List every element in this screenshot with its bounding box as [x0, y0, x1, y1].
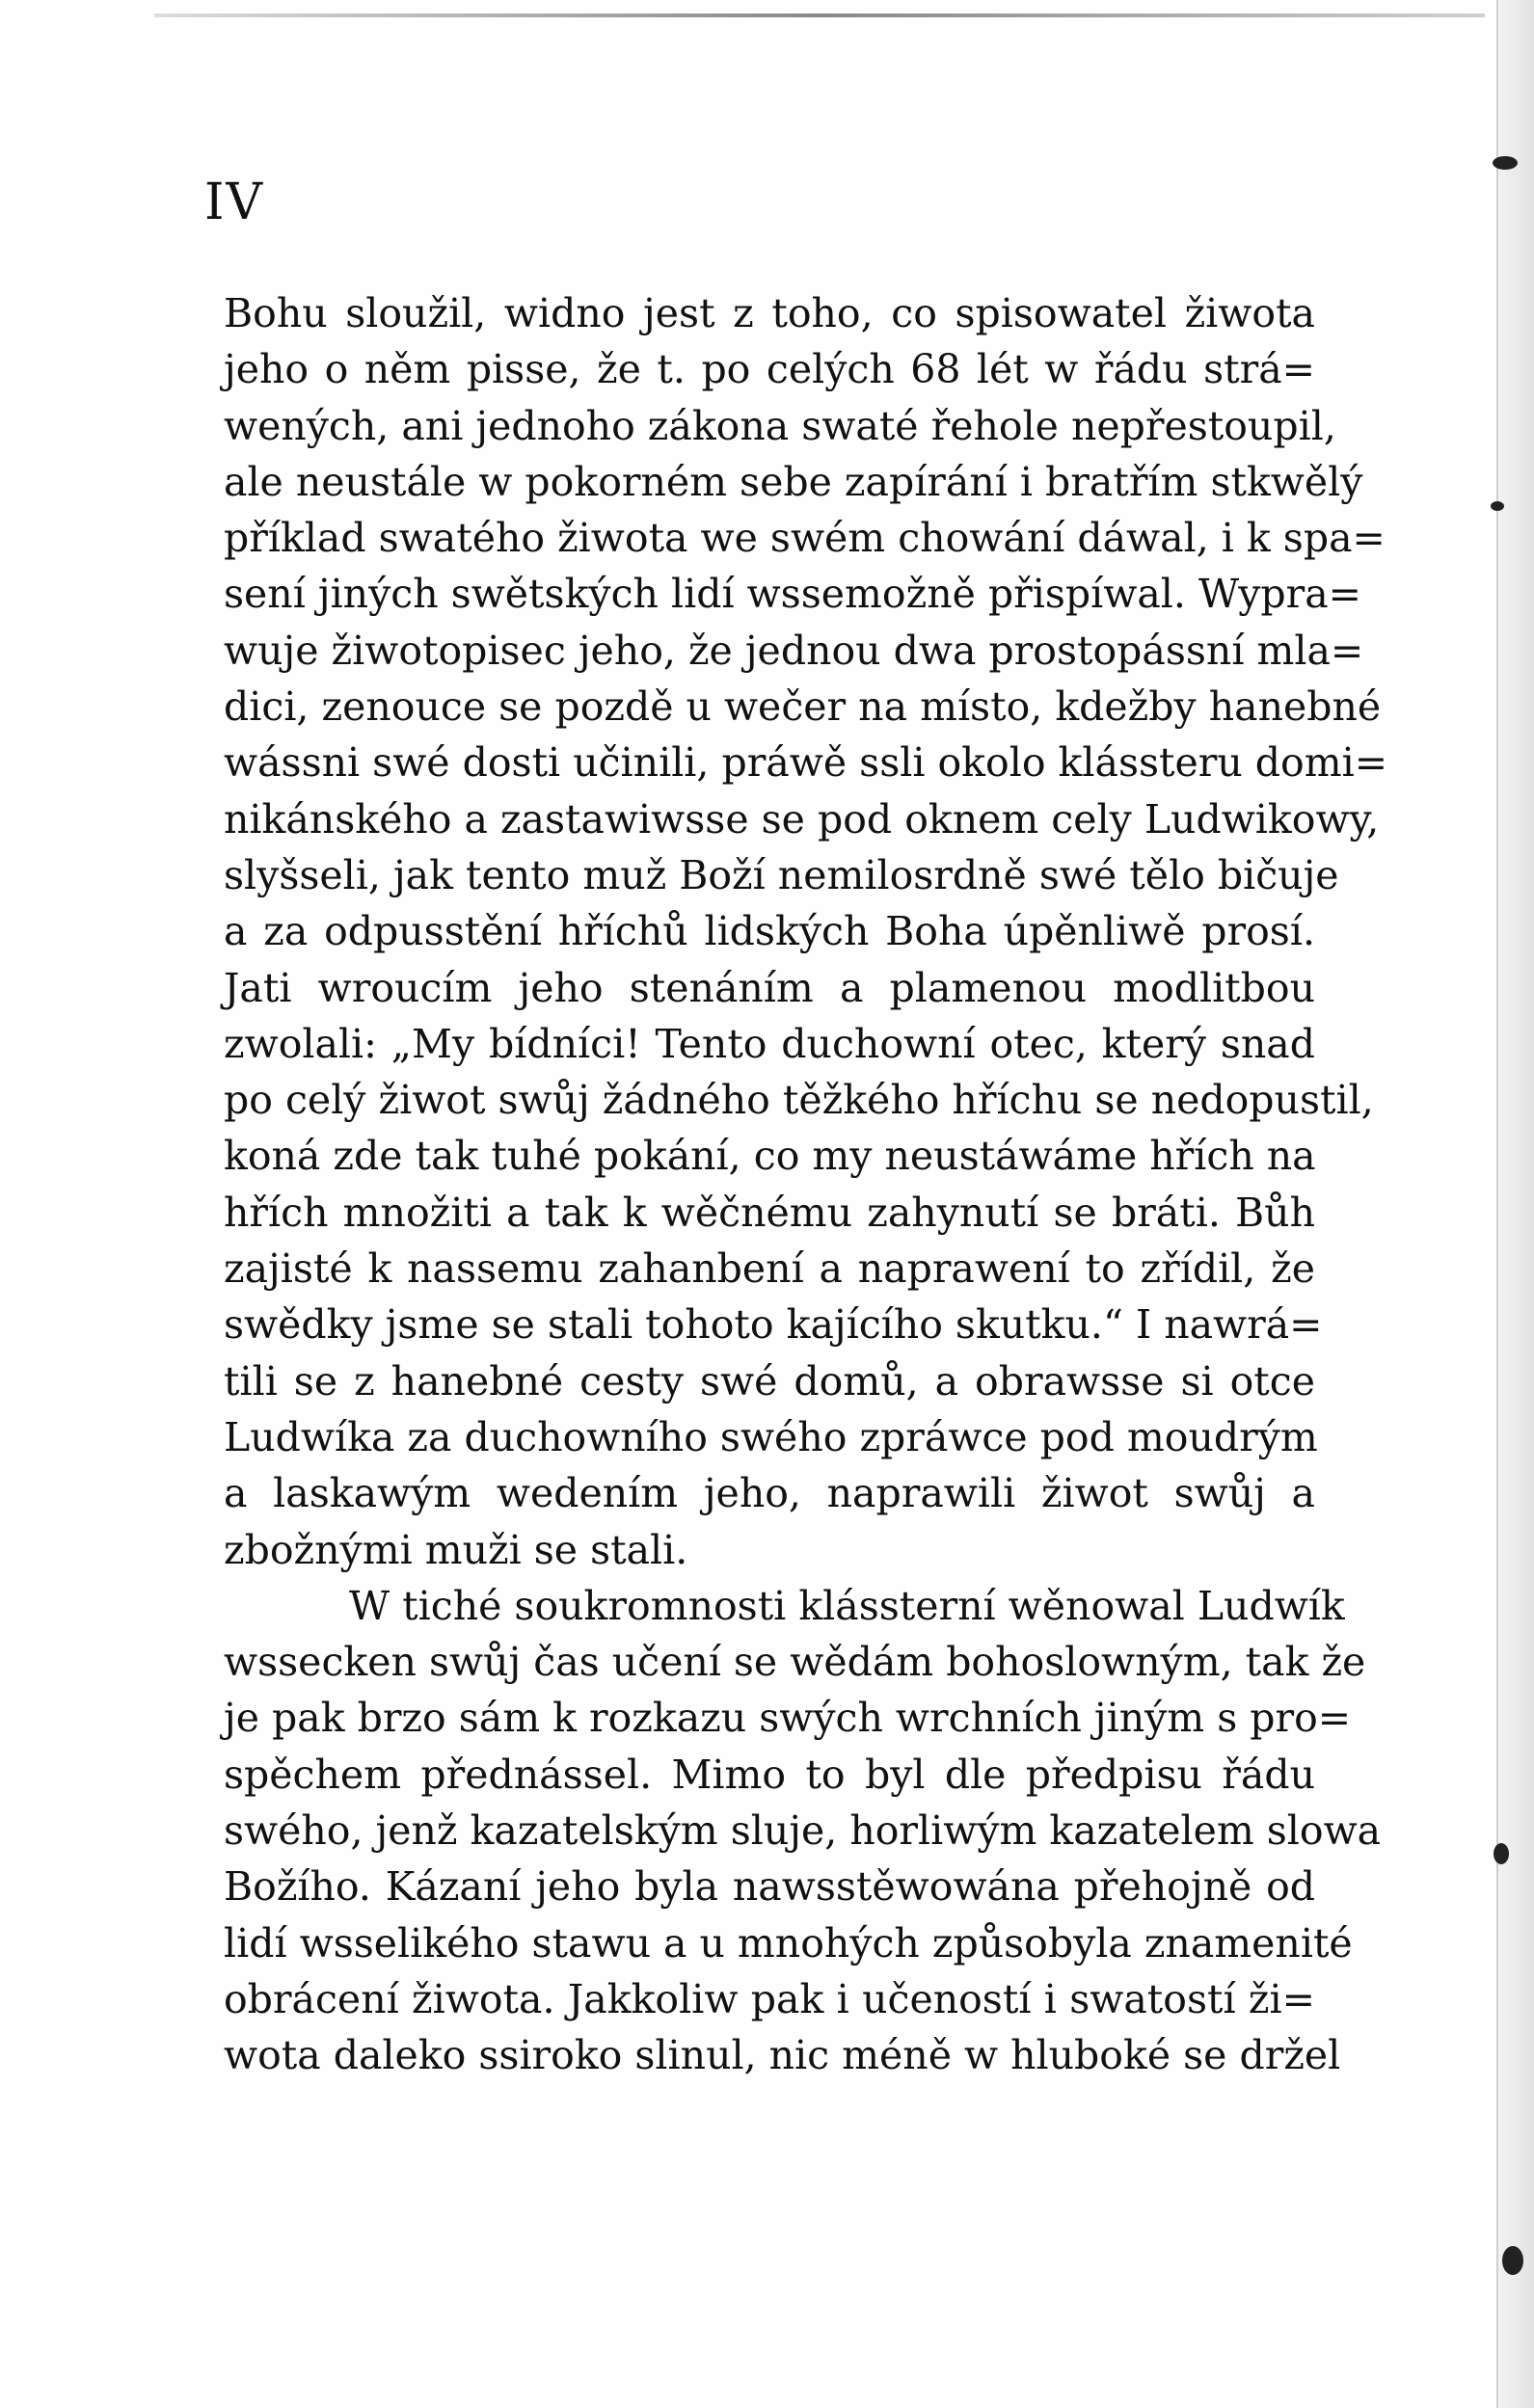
text-line: Bohu sloužil, widno jest z toho, co spisowatel žiwota — [224, 290, 1315, 336]
body-text — [224, 285, 1388, 2084]
text-line: tili se z hanebné cesty swé domů, a obrawsse si otce — [224, 1357, 1315, 1405]
page-number: IV — [204, 174, 265, 231]
text-line: a laskawým wedením jeho, naprawili žiwot swůj a — [224, 1470, 1315, 1517]
paragraph — [224, 1578, 1382, 2084]
text-line: wených, ani jednoho zákona swaté řehole nepřestoupil, — [224, 402, 1336, 449]
text-line: jeho o něm pisse, že t. po celých 68 lét w řádu strá= — [224, 346, 1315, 393]
ink-blot — [1494, 1843, 1509, 1864]
text-line: wota daleko ssiroko slinul, nic méně w hluboké se držel — [224, 2032, 1341, 2079]
text-line: příklad swatého žiwota we swém chowání dáwal, i k spa= — [224, 515, 1386, 562]
text-line: je pak brzo sám k rozkazu swých wrchních jiným s pro= — [224, 1695, 1352, 1742]
text-line: sení jiných swětských lidí wssemožně přispíwal. Wypra= — [224, 571, 1362, 618]
text-line: swého, jenž kazatelským sluje, horliwým kazatelem slowa — [224, 1807, 1382, 1855]
text-line: ale neustále w pokorném sebe zapírání i bratřím stkwělý — [224, 458, 1363, 505]
text-line: zajisté k nassemu zahanbení a naprawení to zřídil, že — [224, 1245, 1315, 1293]
text-line: wuje žiwotopisec jeho, že jednou dwa prostopássní mla= — [224, 627, 1364, 674]
ink-blot — [1502, 2246, 1523, 2275]
text-line: obrácení žiwota. Jakkoliw pak i učeností i swatostí ži= — [224, 1975, 1315, 2022]
ink-blot — [1491, 501, 1504, 511]
text-line: lidí wsselikého stawu a u mnohých způsobyla znamenité — [224, 1919, 1353, 1967]
text-line: nikánského a zastawiwsse se pod oknem cely Ludwikowy, — [224, 795, 1380, 843]
text-line: swědky jsme se stali tohoto kajícího skutku.“ I nawrá= — [224, 1301, 1323, 1349]
text-line: po celý žiwot swůj žádného těžkého hříchu se nedopustil, — [224, 1077, 1374, 1124]
text-line: a za odpusstění hříchů lidských Boha úpěnliwě prosí. — [224, 908, 1315, 955]
text-line: koná zde tak tuhé pokání, co my neustáwáme hřích na — [224, 1133, 1316, 1180]
text-line: Jati wroucím jeho stenáním a plamenou modlitbou — [224, 964, 1315, 1011]
ink-blot — [1493, 156, 1518, 170]
text-line: zbožnými muži se stali. — [224, 1526, 688, 1573]
text-line: wssecken swůj čas učení se wědám bohoslowným, tak že — [224, 1639, 1366, 1686]
text-line: zwolali: „My bídníci! Tento duchowní otec, který snad — [224, 1020, 1315, 1067]
text-line: spěchem přednássel. Mimo to byl dle předpisu řádu — [224, 1751, 1315, 1798]
text-line: wássni swé dosti učinili, práwě ssli okolo klássteru domi= — [224, 739, 1388, 787]
page-right-edge — [1496, 0, 1534, 2408]
text-line: hřích množiti a tak k wěčnému zahynutí se bráti. Bůh — [224, 1189, 1315, 1236]
text-line: W tiché soukromnosti klássterní wěnowal Ludwík — [349, 1582, 1345, 1629]
text-line: dici, zenouce se pozdě u wečer na místo, kdežby hanebné — [224, 683, 1382, 731]
text-line: Ludwíka za duchowního swého zpráwce pod moudrým — [224, 1413, 1318, 1460]
text-line: slyšseli, jak tento muž Boží nemilosrdně swé tělo bičuje — [224, 851, 1339, 898]
paragraph — [224, 285, 1388, 1578]
text-line: Božího. Kázaní jeho byla nawsstěwowána přehojně od — [224, 1863, 1315, 1911]
top-edge-rule — [154, 13, 1485, 17]
